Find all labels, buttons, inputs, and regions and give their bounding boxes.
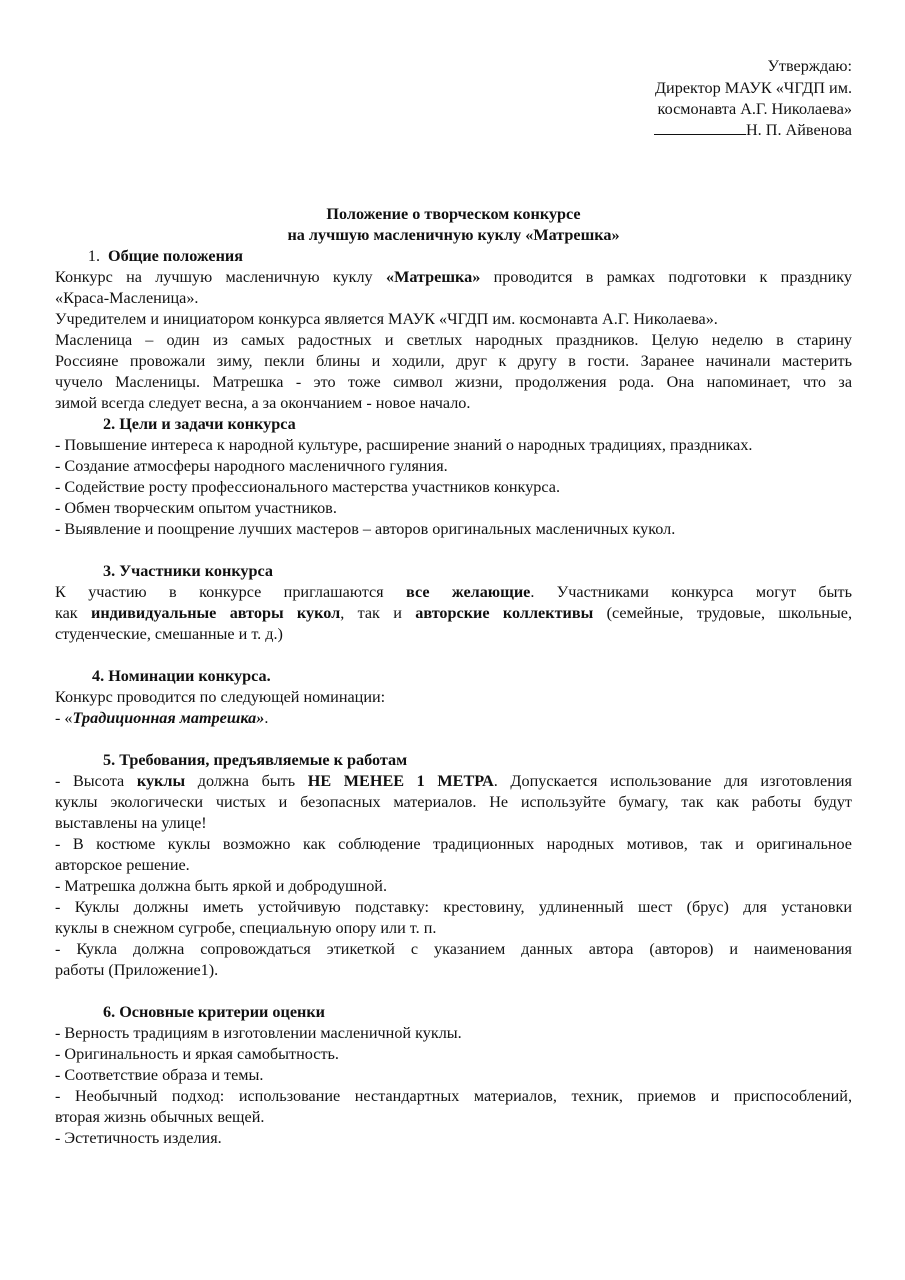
- s1-paragraph-2: Учредителем и инициатором конкурса является МАУК «ЧГДП им. космонавта А.Г. Николаева».: [55, 310, 718, 328]
- s2-list-item: - Создание атмосферы народного масленичного гуляния.: [55, 457, 448, 475]
- section-3-heading: 3. Участники конкурса: [103, 562, 273, 580]
- signature-line: [654, 120, 746, 135]
- s6-line-4: - Необычный подход: использование нестандартных материалов, техник, приемов и приспособлений,: [55, 1087, 852, 1105]
- section-1-heading: [55, 246, 852, 267]
- s1-paragraph-3-line-4: зимой всегда следует весна, а за окончанием - новое начало.: [55, 394, 471, 412]
- s5-line-1: [55, 771, 852, 792]
- title-line-1: Положение о творческом конкурсе: [326, 205, 581, 223]
- s1-paragraph-3-line-1: Масленица – один из самых радостных и светлых народных праздников. Целую неделю в старину: [55, 331, 852, 349]
- s3-l2-text: как: [55, 604, 92, 622]
- approval-line-1: Утверждаю:: [767, 57, 852, 75]
- s5-line-9: - Кукла должна сопровождаться этикеткой с указанием данных автора (авторов) и наименования: [55, 940, 852, 958]
- s5-l1-text-mid: должна быть: [185, 772, 308, 790]
- s5-l1-text-end: . Допускается использование для изготовления: [493, 772, 852, 790]
- s1-p1-text: Конкурс на лучшую масленичную куклу: [55, 268, 386, 286]
- s3-l2-text-end: (семейные, трудовые, школьные,: [593, 604, 852, 622]
- s1-paragraph-1: [55, 267, 852, 288]
- approval-line-2: Директор МАУК «ЧГДП им.: [655, 79, 852, 97]
- s6-line-1: - Верность традициям в изготовлении масленичной куклы.: [55, 1024, 462, 1042]
- s6-line-6: - Эстетичность изделия.: [55, 1129, 222, 1147]
- s1-paragraph-1-cont: «Краса-Масленица».: [55, 289, 199, 307]
- s4-item-nomination: Традиционная матрешка»: [72, 709, 265, 727]
- section-1-number: 1.: [87, 247, 100, 265]
- s5-line-3: выставлены на улице!: [55, 814, 207, 832]
- section-6-heading: 6. Основные критерии оценки: [103, 1003, 326, 1021]
- s1-paragraph-3-line-2: Россияне провожали зиму, пекли блины и ходили, друг к другу в гости. Заранее начинали мастерить: [55, 352, 852, 370]
- s2-list-item: - Выявление и поощрение лучших мастеров – авторов оригинальных масленичных кукол.: [55, 520, 676, 538]
- s2-list-item: - Содействие росту профессионального мастерства участников конкурса.: [55, 478, 560, 496]
- s1-p1-text-end: проводится в рамках подготовки к празднику: [480, 268, 852, 286]
- section-2-heading: 2. Цели и задачи конкурса: [103, 415, 296, 433]
- title-line-2: на лучшую масленичную куклу «Матрешка»: [287, 226, 620, 244]
- s6-line-2: - Оригинальность и яркая самобытность.: [55, 1045, 339, 1063]
- s5-line-4: - В костюме куклы возможно как соблюдение традиционных народных мотивов, так и оригинальное: [55, 835, 852, 853]
- s1-paragraph-3-line-3: чучело Масленицы. Матрешка - это тоже символ жизни, продолжения рода. Она напоминает, что за: [55, 373, 852, 391]
- s2-list-item: - Обмен творческим опытом участников.: [55, 499, 337, 517]
- section-4-heading: 4. Номинации конкурса.: [92, 667, 271, 685]
- section-1-title: Общие положения: [108, 247, 244, 265]
- s5-line-10: работы (Приложение1).: [55, 961, 219, 979]
- s5-l1-text: - Высота: [55, 772, 137, 790]
- s3-l1-bold: все желающие: [406, 583, 531, 601]
- s5-l1-bold-2: НЕ МЕНЕЕ 1 МЕТРА: [307, 772, 494, 790]
- section-5-heading: 5. Требования, предъявляемые к работам: [103, 751, 408, 769]
- s3-line-1: [55, 582, 852, 603]
- s4-paragraph: Конкурс проводится по следующей номинации:: [55, 688, 386, 706]
- s3-l2-text-mid: , так и: [340, 604, 416, 622]
- s4-item-suffix: .: [264, 709, 269, 727]
- signature-name: Н. П. Айвенова: [745, 121, 852, 139]
- s2-list-item: - Повышение интереса к народной культуре, расширение знаний о народных традициях, праздниках.: [55, 436, 753, 454]
- s5-line-7: - Куклы должны иметь устойчивую подставку: крестовину, удлиненный шест (брус) для установки: [55, 898, 852, 916]
- approval-signature: [55, 120, 852, 141]
- s3-l2-bold-2: авторские коллективы: [415, 604, 594, 622]
- s5-l1-bold-1: куклы: [136, 772, 186, 790]
- s3-l1-text: К участию в конкурсе приглашаются: [55, 583, 407, 601]
- s3-line-3: студенческие, смешанные и т. д.): [55, 625, 283, 643]
- s5-line-2: куклы экологически чистых и безопасных материалов. Не используйте бумагу, так как работы будут: [55, 793, 852, 811]
- s5-line-8: куклы в снежном сугробе, специальную опору или т. п.: [55, 919, 437, 937]
- s3-l2-bold-1: индивидуальные авторы кукол: [91, 604, 341, 622]
- s3-line-2: [55, 603, 852, 624]
- s6-line-5: вторая жизнь обычных вещей.: [55, 1108, 265, 1126]
- approval-line-3: космонавта А.Г. Николаева»: [657, 100, 852, 118]
- s1-p1-bold: «Матрешка»: [385, 268, 481, 286]
- s6-line-3: - Соответствие образа и темы.: [55, 1066, 264, 1084]
- s3-l1-text-end: . Участниками конкурса могут быть: [530, 583, 852, 601]
- s4-item-prefix: - «: [55, 709, 73, 727]
- s5-line-5: авторское решение.: [55, 856, 190, 874]
- s4-nomination-item: [55, 708, 852, 729]
- s5-line-6: - Матрешка должна быть яркой и добродушной.: [55, 877, 387, 895]
